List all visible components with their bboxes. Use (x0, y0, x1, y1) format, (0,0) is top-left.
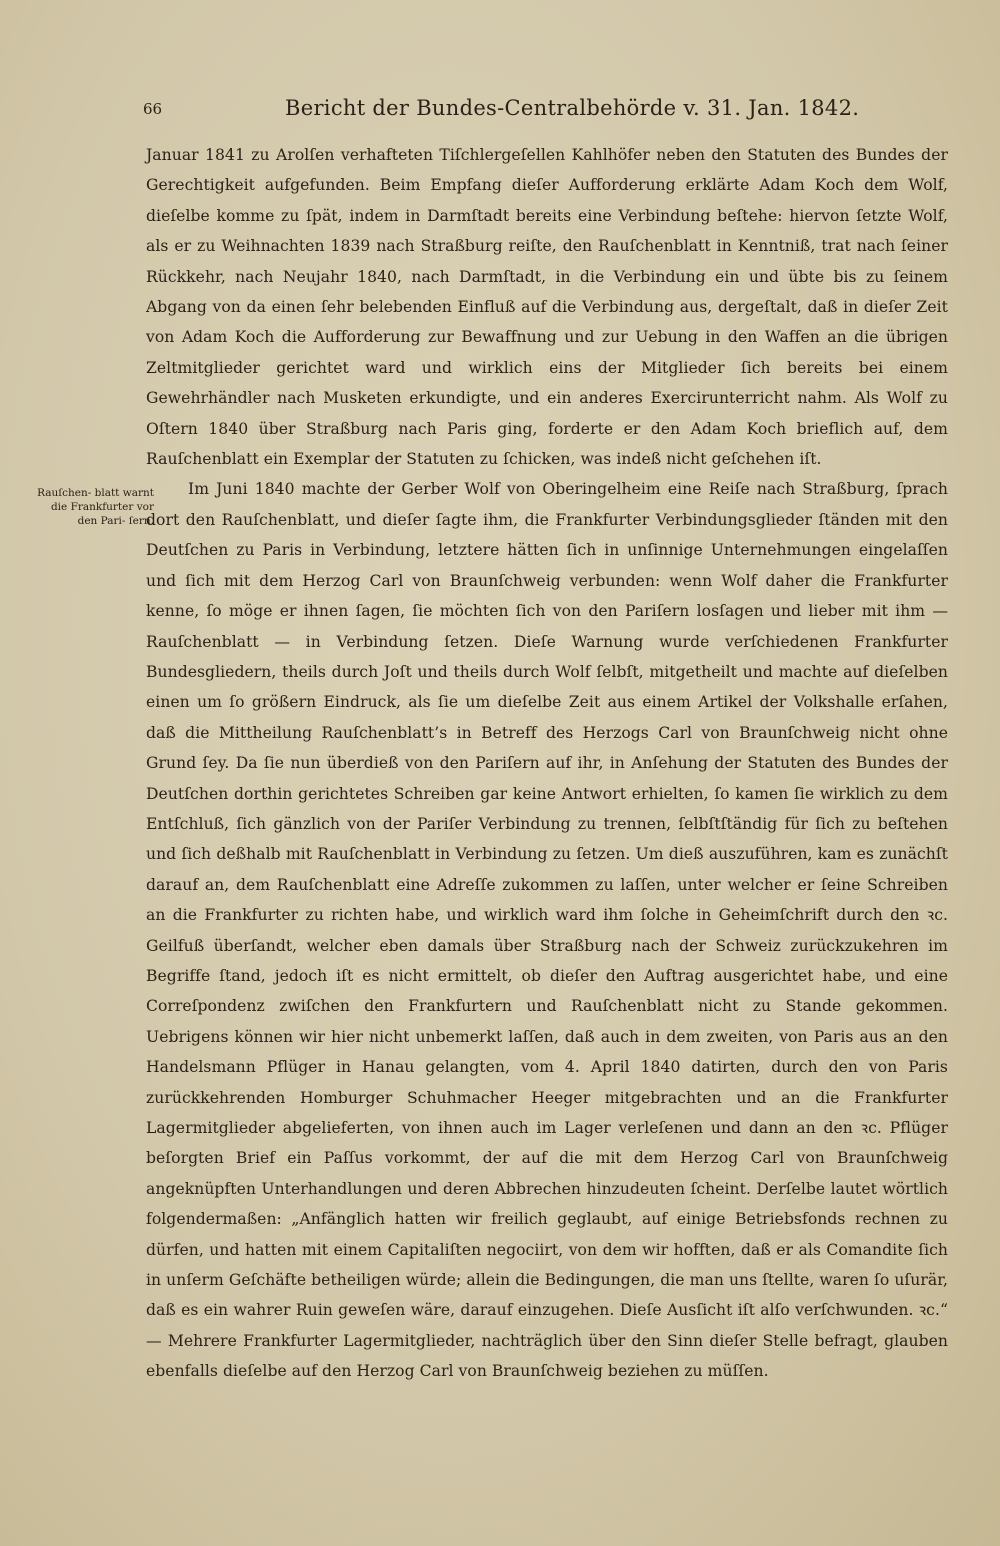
paragraph-1: Januar 1841 zu Arolſen verhafteten Tiſchlergeſellen Kahlhöfer neben den Statuten des Bundes der Gerechtigkeit aufgefunden. Beim Empfang dieſer Aufforderung erklärte Adam Koch dem Wolf, dieſelbe komme zu ſpät, indem in Darmſtadt bereits eine Verbindung beſtehe: hiervon ſetzte Wolf, als er zu Weihnachten 1839 nach Straßburg reiſte, den Rauſchenblatt in Kenntniß, trat nach ſeiner Rückkehr, nach Neujahr 1840, nach Darmſtadt, in die Verbindung ein und übte bis zu ſeinem Abgang von da einen ſehr belebenden Einfluß auf die Verbindung aus, dergeſtalt, daß in dieſer Zeit von Adam Koch die Aufforderung zur Bewaffnung und zur Uebung in den Waffen an die übrigen Zeltmitglieder gerichtet ward und wirklich eins der Mitglieder ſich bereits bei einem Gewehrhändler nach Musketen erkundigte, und ein anderes Exercirunterricht nahm. Als Wolf zu Oſtern 1840 über Straßburg nach Paris ging, forderte er den Adam Koch brieflich auf, dem Rauſchenblatt ein Exemplar der Statuten zu ſchicken, was indeß nicht geſchehen iſt. (146, 146, 948, 469)
running-head: Bericht der Bundes-Centralbehörde v. 31. Jan. 1842. (285, 96, 860, 120)
paragraph-2: Im Juni 1840 machte der Gerber Wolf von Oberingelheim eine Reiſe nach Straßburg, ſprach dort den Rauſchenblatt, und dieſer ſagte ihm, die Frankfurter Verbindungsglieder ſtänden mit den Deutſchen zu Paris in Verbindung, letztere hätten ſich in unſinnige Unternehmungen eingelaſſen und ſich mit dem Herzog Carl von Braunſchweig verbunden: wenn Wolf daher die Frankfurter kenne, ſo möge er ihnen ſagen, ſie möchten ſich von den Pariſern losſagen und lieber mit ihm — Rauſchenblatt — in Verbindung ſetzen. Dieſe Warnung wurde verſchiedenen Frankfurter Bundesgliedern, theils durch Joſt und theils durch Wolf ſelbſt, mitgetheilt und machte auf dieſelben einen um ſo größern Eindruck, als ſie um dieſelbe Zeit aus einem Artikel der Volkshalle erſahen, daß die Mittheilung Rauſchenblatt’s in Betreff des Herzogs Carl von Braunſchweig nicht ohne Grund ſey. Da ſie nun überdieß von den Pariſern auf ihr, in Anſehung der Statuten des Bundes der Deutſchen dorthin gerichtetes Schreiben gar keine Antwort erhielten, ſo kamen ſie wirklich zu dem Entſchluß, ſich gänzlich von der Pariſer Verbindung zu trennen, ſelbſtſtändig für ſich zu beſtehen und ſich deßhalb mit Rauſchenblatt in Verbindung zu ſetzen. Um dieß auszuführen, kam es zunächſt darauf an, dem Rauſchenblatt eine Adreſſe zukommen zu laſſen, unter welcher er ſeine Schreiben an die Frankfurter zu richten habe, und wirklich ward ihm ſolche in Geheimſchrift durch den ꝛc. Geilfuß überſandt, welcher eben damals über Straßburg nach der Schweiz zurückzukehren im Begriffe ſtand, jedoch iſt es nicht ermittelt, ob dieſer den Auftrag ausgerichtet habe, und eine Correſpondenz zwiſchen den Frankfurtern und Rauſchenblatt nicht zu Stande gekommen. Uebrigens können wir hier nicht unbemerkt laſſen, daß auch in dem zweiten, von Paris aus an den Handelsmann Pflüger in Hanau gelangten, vom 4. April 1840 datirten, durch den von Paris zurückkehrenden Homburger Schuhmacher Heeger mitgebrachten und an die Frankfurter Lagermitglieder abgelieferten, von ihnen auch im Lager verleſenen und dann an den ꝛc. Pflüger beſorgten Brief ein Paſſus vorkommt, der auf die mit dem Herzog Carl von Braunſchweig angeknüpften Unterhandlungen und deren Abbrechen hinzudeuten ſcheint. Derſelbe lautet wörtlich folgendermaßen: „Anfänglich hatten wir freilich geglaubt, auf einige Betriebsfonds rechnen zu dürfen, und hatten mit einem Capitaliſten negociirt, von dem wir hofften, daß er als Comandite ſich in unſerm Geſchäfte betheiligen würde; allein die Bedingungen, die man uns ſtellte, waren ſo uſurär, daß es ein wahrer Ruin geweſen wäre, darauf einzugehen. Dieſe Ausſicht iſt alſo verſchwunden. ꝛc.“ — Mehrere Frankfurter Lagermitglieder, nachträglich über den Sinn dieſer Stelle befragt, glauben ebenfalls dieſelbe auf den Herzog Carl von Braunſchweig beziehen zu müſſen. (146, 480, 948, 1381)
margin-note: Rauſchen- blatt warnt die Frankfurter vor den Pari- ſern. (37, 487, 154, 527)
body-text (146, 140, 948, 1387)
page-number: 66 (143, 100, 163, 118)
